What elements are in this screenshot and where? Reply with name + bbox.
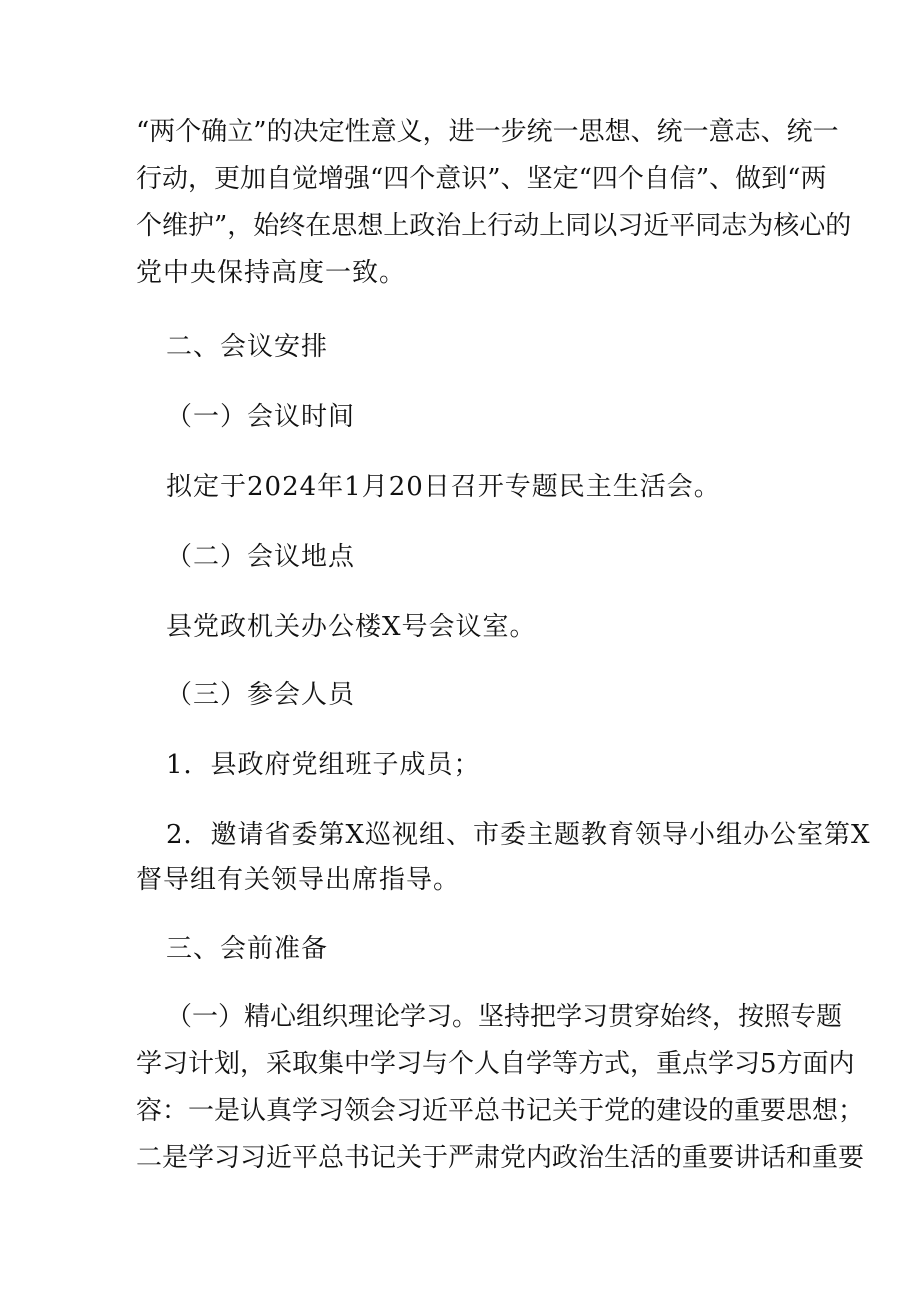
paragraph-line: 容：一是认真学习领会习近平总书记关于党的建设的重要思想； (136, 1096, 865, 1126)
list-item: 1．县政府党组班子成员； (166, 750, 481, 780)
paragraph-line: 个维护”，始终在思想上政治上行动上同以习近平同志为核心的 (136, 211, 852, 241)
section-heading: 三、会前准备 (166, 934, 329, 964)
paragraph-line: 党中央保持高度一致。 (136, 258, 407, 288)
body-text: 县党政机关办公楼X号会议室。 (166, 612, 537, 642)
paragraph-line: 二是学习习近平总书记关于严肃党内政治生活的重要讲话和重要 (136, 1143, 865, 1173)
paragraph-line: “两个确立”的决定性意义，进一步统一思想、统一意志、统一 (136, 117, 839, 147)
paragraph-line: 学习计划，采取集中学习与个人自学等方式，重点学习5方面内 (136, 1049, 855, 1079)
subsection-heading: （二）会议地点 (166, 542, 356, 572)
subsection-heading: （三）参会人员 (166, 680, 356, 710)
subsection-heading: （一）会议时间 (166, 402, 356, 432)
section-heading: 二、会议安排 (166, 332, 329, 362)
list-item: 2．邀请省委第X巡视组、市委主题教育领导小组办公室第X (166, 820, 871, 850)
paragraph-line: 行动，更加自觉增强“四个意识”、坚定“四个自信”、做到“两 (136, 164, 827, 194)
body-text: 拟定于2024年1月20日召开专题民主生活会。 (166, 472, 721, 502)
paragraph-line: （一）精心组织理论学习。坚持把学习贯穿始终，按照专题 (166, 1002, 843, 1032)
list-item-continuation: 督导组有关领导出席指导。 (136, 865, 461, 895)
